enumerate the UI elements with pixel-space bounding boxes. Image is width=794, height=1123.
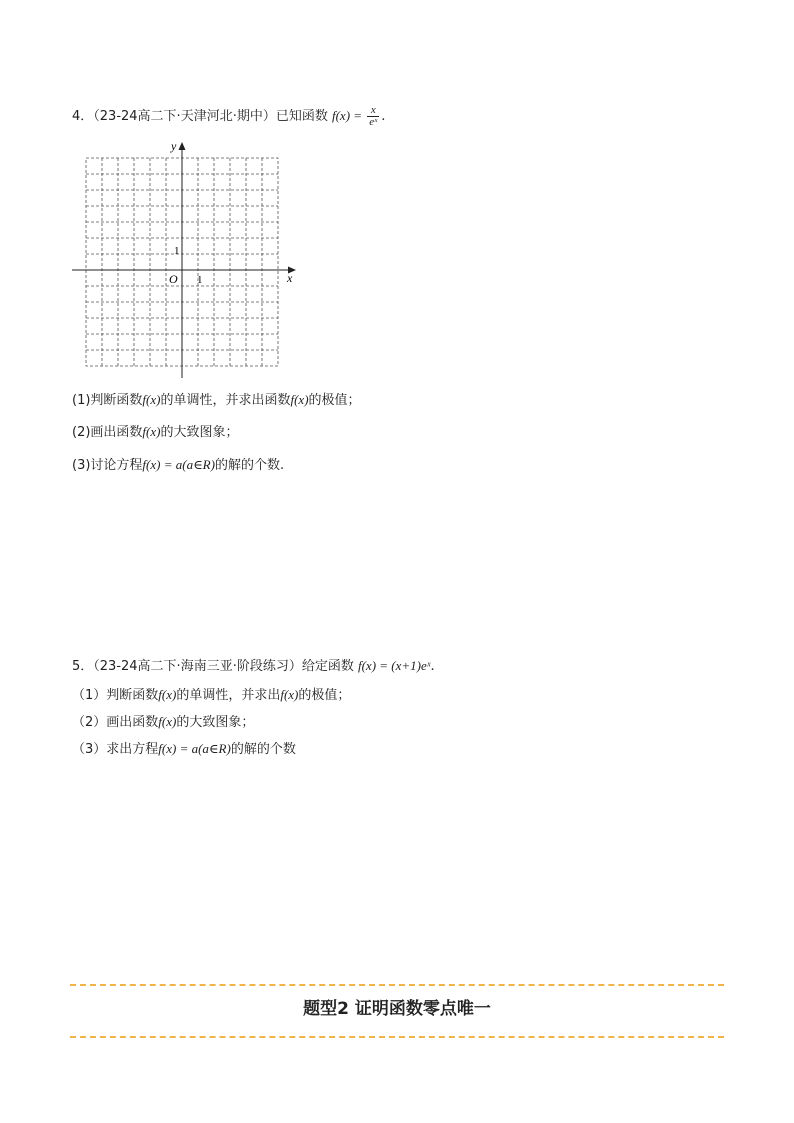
q5-part1 [72,685,350,706]
q4-part3-text-a: (3)讨论方程 [72,458,143,473]
y-axis-arrow [179,142,186,150]
section-top-rule [70,984,724,986]
x-axis-label: x [287,271,293,285]
q4-part1-text-a: (1)判断函数 [72,393,143,408]
q5-part3 [72,739,296,760]
coordinate-grid [70,138,305,383]
q4-part1-fx-2: f(x) [290,392,309,407]
q4-part3 [72,455,284,476]
q5-part1-fx-1: f(x) [158,687,177,702]
q4-stem [72,105,385,128]
q4-part2 [72,422,238,443]
q5-part1-text-c: 的极值； [298,688,351,703]
q5-intro: 给定函数 [301,659,354,674]
q4-part3-math: f(x) = a(a∈R) [142,457,215,472]
q5-part1-text-b: 的单调性，并求出 [176,688,281,703]
q4-part1 [72,390,361,411]
y-axis-label: y [171,139,177,153]
q5-part3-text-b: 的解的个数 [230,742,296,757]
q5-part3-math: f(x) = a(a∈R) [158,741,231,756]
q4-number: 4． [72,109,94,124]
q4-part1-text-c: 的极值； [308,393,361,408]
q4-part3-text-b: 的解的个数. [214,458,285,473]
q5-part2-text-a: （2）画出函数 [72,715,159,730]
q5-part2-fx: f(x) [158,714,177,729]
q4-part1-fx-1: f(x) [142,392,161,407]
q4-intro: 已知函数 [275,109,328,124]
q4-part2-fx: f(x) [142,424,161,439]
y-unit-label: 1 [174,245,180,257]
q4-frac-den: eˣ [369,116,378,128]
q5-number: 5． [72,659,94,674]
x-unit-label: 1 [197,274,203,286]
q4-part2-text-b: 的大致图象； [160,425,239,440]
q5-part2 [72,712,254,733]
q4-part2-text-a: (2)画出函数 [72,425,143,440]
q4-end: . [381,109,386,124]
q4-source: （23-24高二下·天津河北·期中） [93,109,276,124]
q4-fraction [367,105,379,128]
q5-part2-text-b: 的大致图象； [176,715,255,730]
q5-part1-fx-2: f(x) [280,687,299,702]
q5-end: . [430,659,435,674]
section-bottom-rule [70,1036,724,1038]
q5-func: f(x) = (x+1)eˣ [357,658,431,673]
q5-source: （23-24高二下·海南三亚·阶段练习） [93,659,302,674]
section-title: 题型2 证明函数零点唯一 [303,999,491,1019]
q5-part1-text-a: （1）判断函数 [72,688,159,703]
q5-stem [72,656,435,677]
q4-frac-num: x [367,105,379,117]
origin-label: O [169,272,178,286]
q4-func: f(x) = [331,108,366,123]
q4-part1-text-b: 的单调性，并求出函数 [160,393,291,408]
q5-part3-text-a: （3）求出方程 [72,742,159,757]
